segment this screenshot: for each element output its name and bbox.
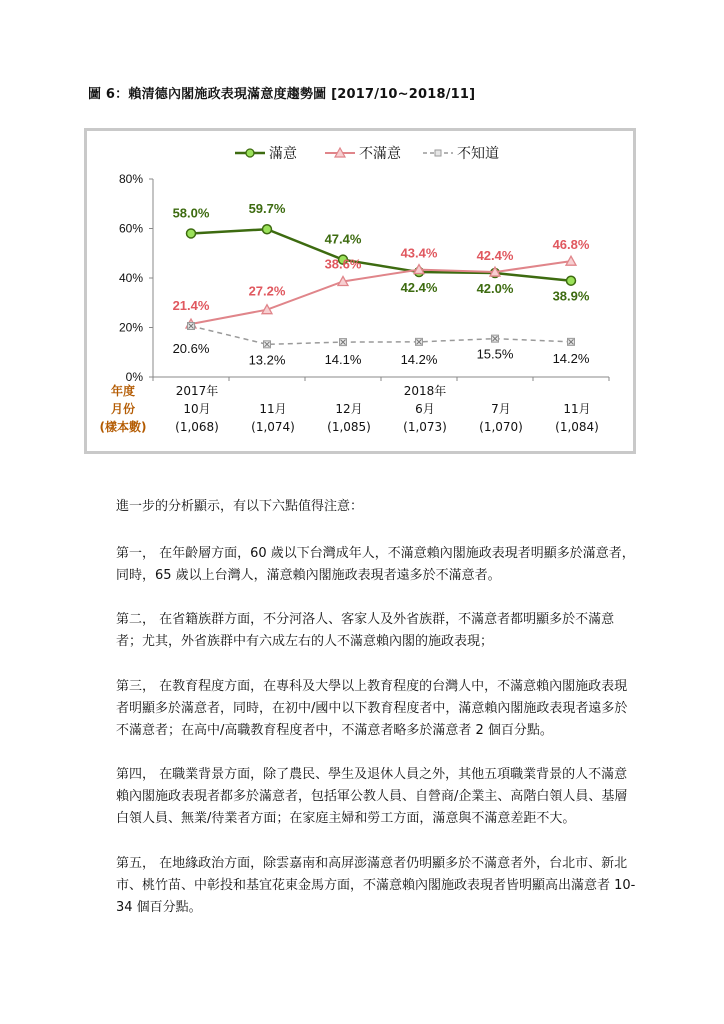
unknown-label: 15.5% [476,346,514,362]
x-row-header: 月份 [110,402,136,416]
chart-series [186,225,576,348]
dissatisfied-label: 43.4% [400,245,438,261]
unknown-label: 20.6% [172,341,210,357]
legend-entry: 不知道 [457,146,499,162]
y-tick-label: 20% [118,320,143,335]
satisfied-label: 42.0% [476,281,514,297]
y-tick-label: 40% [118,271,143,285]
unknown-label: 14.1% [324,352,362,368]
y-tick-label: 60% [118,221,143,236]
satisfied-label: 59.7% [248,201,286,217]
x-category-label: (1,085) [327,420,371,434]
x-row-header: 年度 [110,384,136,398]
x-category-label: (1,074) [251,420,295,434]
chart-legend [235,145,499,162]
y-tick-label: 0% [125,370,143,384]
satisfied-point [263,225,272,234]
chart-canvas [87,131,633,451]
paragraph-point-3: 第三， 在教育程度方面，在專科及大學以上教育程度的台灣人中，不滿意賴內閣施政表現者明顯多於滿意者，同時，在初中/國中以下教育程度者中，滿意賴內閣施政表現者遠多於不滿意者；在高中/高職教育程度者中，不滿意者略多於滿意者 2 個百分點。 [116,679,628,738]
paragraph-intro: 進一步的分析顯示，有以下六點值得注意： [116,499,364,514]
legend-entry: 不滿意 [359,146,401,162]
satisfied-label: 38.9% [552,288,590,304]
chart-x-axis-labels [100,383,599,434]
satisfied-label: 58.0% [172,205,210,221]
dissatisfied-label: 27.2% [248,283,286,299]
x-category-label: 6月 [415,402,435,416]
series-line-0 [191,229,571,280]
dissatisfied-label: 21.4% [172,298,210,314]
x-category-label: 7月 [491,402,511,416]
figure-caption: 圖 6：賴清德內閣施政表現滿意度趨勢圖 [2017/10~2018/11] [88,87,476,102]
dissatisfied-label: 42.4% [476,248,514,264]
satisfied-label: 47.4% [324,231,362,247]
legend-marker-satisfied [246,149,254,157]
paragraph-point-1: 第一， 在年齡層方面，60 歲以下台灣成年人，不滿意賴內閣施政表現者明顯多於滿意者，同時，65 歲以上台灣人，滿意賴內閣施政表現者遠多於不滿意者。 [116,546,635,583]
series-line-2 [191,326,571,344]
y-tick-label: 80% [118,172,143,186]
legend-entry: 滿意 [269,146,297,162]
unknown-label: 13.2% [248,352,286,368]
x-category-label: 11月 [259,402,287,416]
paragraph-point-5: 第五， 在地緣政治方面，除雲嘉南和高屏澎滿意者仍明顯多於不滿意者外，台北市、新北市、桃竹苗、中彰投和基宜花東金馬方面，不滿意賴內閣施政表現者皆明顯高出滿意者 10-34 個百分點。 [116,856,636,915]
x-category-label: 12月 [335,402,363,416]
legend-marker-unknown [435,150,441,156]
paragraph-point-4: 第四， 在職業背景方面，除了農民、學生及退休人員之外，其他五項職業背景的人不滿意賴內閣施政表現者都多於滿意者，包括軍公教人員、自營商/企業主、高階白領人員、基層白領人員、無業/待業者方面；在家庭主婦和勞工方面，滿意與不滿意差距不大。 [116,767,628,826]
dissatisfied-label: 46.8% [552,237,590,253]
x-category-label: (1,073) [403,420,447,434]
unknown-label: 14.2% [552,350,590,366]
x-category-label: 11月 [563,402,591,416]
x-category-label: (1,070) [479,420,523,434]
satisfied-point [187,229,196,238]
x-category-label: 10月 [183,402,211,416]
x-row-header: (樣本數) [99,420,147,434]
x-category-label: 2018年 [403,384,447,398]
dissatisfied-label: 38.6% [324,256,362,272]
paragraph-point-2: 第二， 在省籍族群方面，不分河洛人、客家人及外省族群，不滿意者都明顯多於不滿意者；尤其，外省族群中有六成左右的人不滿意賴內閣的施政表現； [116,612,615,649]
x-category-label: (1,068) [175,420,219,434]
satisfied-point [567,276,576,285]
line-chart [84,128,636,454]
unknown-label: 14.2% [400,351,438,367]
satisfied-label: 42.4% [400,280,438,296]
x-category-label: (1,084) [555,420,599,434]
x-category-label: 2017年 [175,384,219,398]
